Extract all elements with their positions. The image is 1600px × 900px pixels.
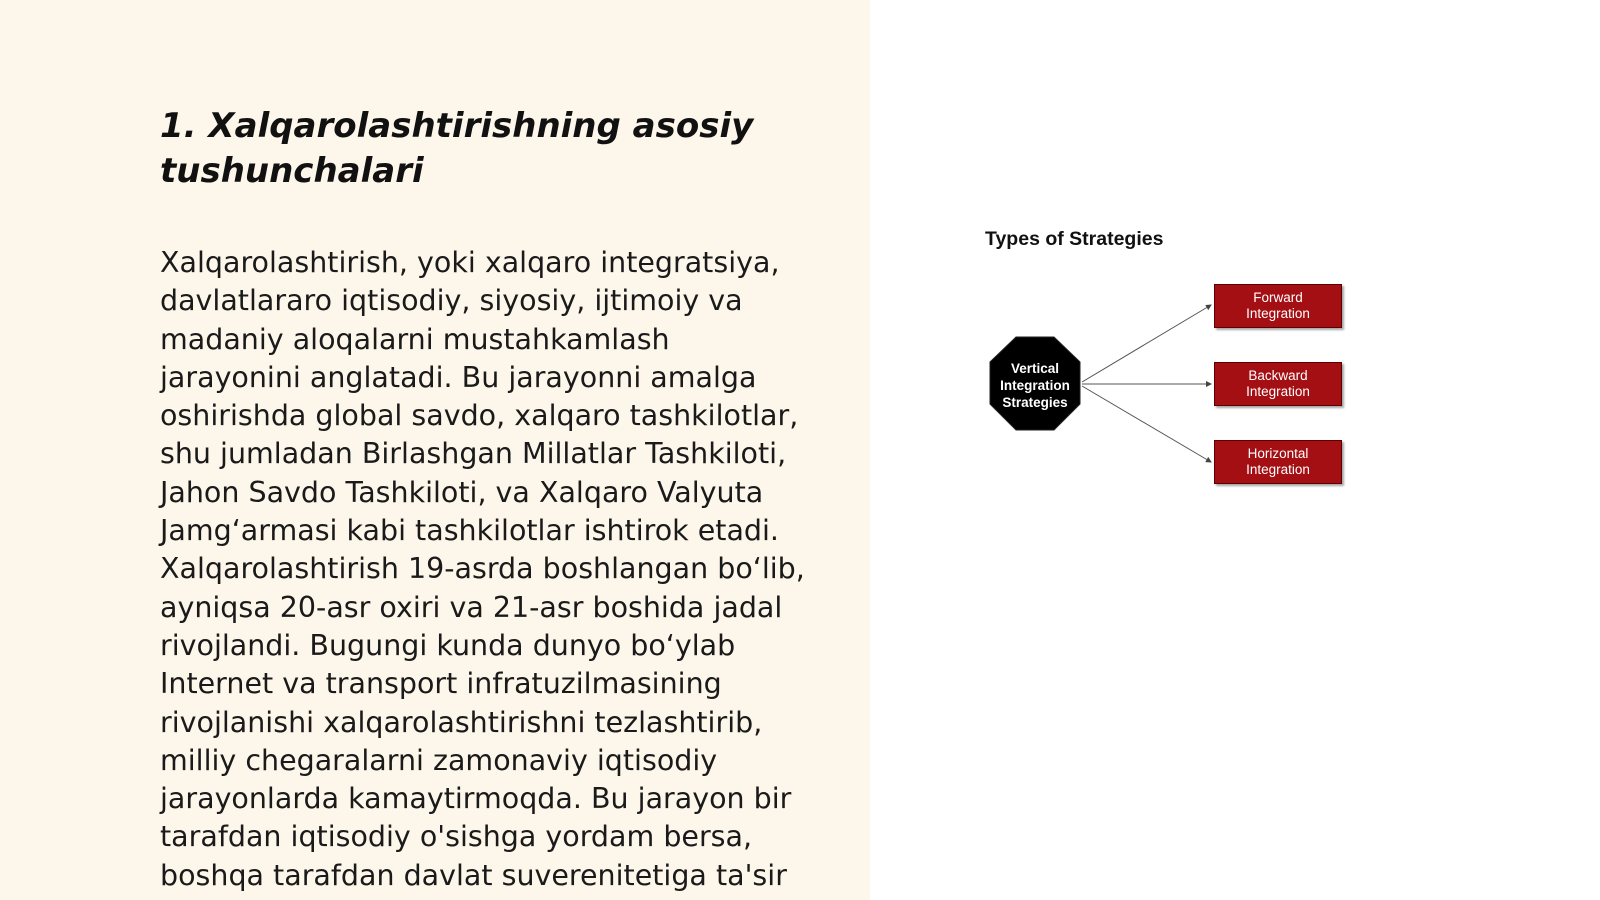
strategy-diagram (970, 222, 1350, 502)
hub-label: Vertical Integration Strategies (1000, 361, 1070, 410)
backward-integration-box: Backward Integration (1214, 362, 1342, 406)
arrow-to-forward (1082, 305, 1211, 382)
horizontal-integration-box: Horizontal Integration (1214, 440, 1342, 484)
diagram-title: Types of Strategies (985, 228, 1164, 250)
forward-integration-box: Forward Integration (1214, 284, 1342, 328)
arrow-to-horizontal (1082, 386, 1211, 462)
slide-body-text: Xalqarolashtirish, yoki xalqaro integratsiya, davlatlararo iqtisodiy, siyosiy, ijtimoiy va madaniy aloqalarni mustahkamlash jarayonini anglatadi. Bu jarayonni amalga oshirishda global savdo, xalqaro tashkilotlar, shu jumladan Birlashgan Millatlar Tashkiloti, Jahon Savdo Tashkiloti, va Xalqaro Valyuta Jamg‘armasi kabi tashkilotlar ishtirok etadi. Xalqarolashtirish 19-asrda boshlangan bo‘lib, ayniqsa 20-asr oxiri va 21-asr boshida jadal rivojlandi. Bugungi kunda dunyo bo‘ylab Internet va transport infratuzilmasining rivojlanishi xalqarolashtirishni tezlashtirib, milliy chegaralarni zamonaviy iqtisodiy jarayonlarda kamaytirmoqda. Bu jarayon bir tarafdan iqtisodiy o'sishga yordam bersa, boshqa tarafdan davlat suverenitetiga ta'sir (160, 246, 805, 892)
slide-title: 1. Xalqarolashtirishning asosiy tushunchalari (160, 106, 754, 191)
